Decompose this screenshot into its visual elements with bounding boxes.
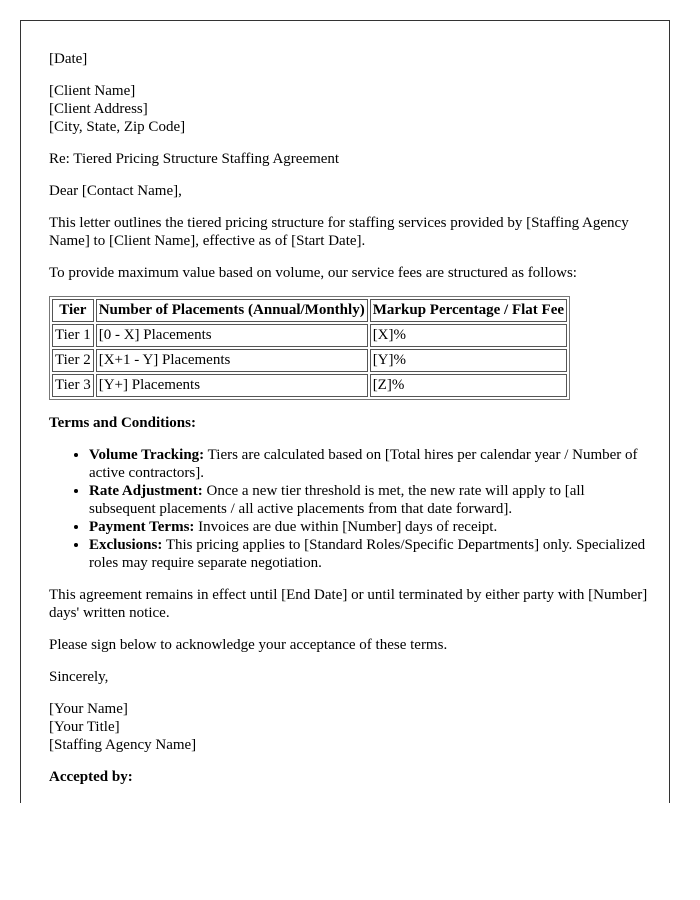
letter-page	[20, 20, 670, 803]
sender-name: [Your Name]	[49, 701, 128, 717]
list-item: • Volume Tracking: Tiers are calculated based on [Total hires per calendar year / Number of active contractors].	[89, 446, 648, 482]
header-tier: Tier	[52, 299, 94, 322]
sign-request: Please sign below to acknowledge your acceptance of these terms.	[49, 637, 448, 653]
placements-cell: [Y+] Placements	[96, 374, 368, 397]
list-item: • Payment Terms: Invoices are due within [Number] days of receipt.	[89, 518, 648, 536]
sender-block	[49, 700, 648, 754]
markup-cell: [Y]%	[370, 349, 567, 372]
tier-cell: Tier 3	[52, 374, 94, 397]
recipient-address	[49, 82, 648, 136]
duration-paragraph: This agreement remains in effect until [End Date] or until terminated by either party with [Number] days' written notice.	[49, 587, 648, 621]
table-header-row	[52, 299, 567, 322]
header-markup: Markup Percentage / Flat Fee	[370, 299, 567, 322]
intro-paragraph: This letter outlines the tiered pricing structure for staffing services provided by [Staffing Agency Name] to [Client Name], effective as of [Start Date].	[49, 215, 629, 249]
accepted-by-heading: Accepted by:	[49, 769, 133, 785]
salutation: Dear [Contact Name],	[49, 183, 182, 199]
markup-cell: [X]%	[370, 324, 567, 347]
table-row	[52, 324, 567, 347]
terms-heading: Terms and Conditions:	[49, 415, 196, 431]
subject-line: Re: Tiered Pricing Structure Staffing Agreement	[49, 151, 340, 167]
client-address: [Client Address]	[49, 101, 148, 117]
sender-agency: [Staffing Agency Name]	[49, 737, 197, 753]
tier-cell: Tier 1	[52, 324, 94, 347]
lead-in-paragraph: To provide maximum value based on volume, our service fees are structured as follows:	[49, 265, 577, 281]
sender-title: [Your Title]	[49, 719, 120, 735]
placements-cell: [0 - X] Placements	[96, 324, 368, 347]
list-item: • Rate Adjustment: Once a new tier threshold is met, the new rate will apply to [all subsequent placements / all active placements from that date forward].	[89, 482, 648, 518]
client-name: [Client Name]	[49, 83, 136, 99]
closing: Sincerely,	[49, 669, 109, 685]
placements-cell: [X+1 - Y] Placements	[96, 349, 368, 372]
header-placements: Number of Placements (Annual/Monthly)	[96, 299, 368, 322]
table-row	[52, 349, 567, 372]
date: [Date]	[49, 51, 88, 67]
terms-list	[49, 446, 648, 572]
list-item: • Exclusions: This pricing applies to [Standard Roles/Specific Departments] only. Specialized roles may require separate negotiation.	[89, 536, 648, 572]
markup-cell: [Z]%	[370, 374, 567, 397]
client-city: [City, State, Zip Code]	[49, 119, 186, 135]
table-row	[52, 374, 567, 397]
pricing-table	[49, 296, 570, 400]
tier-cell: Tier 2	[52, 349, 94, 372]
